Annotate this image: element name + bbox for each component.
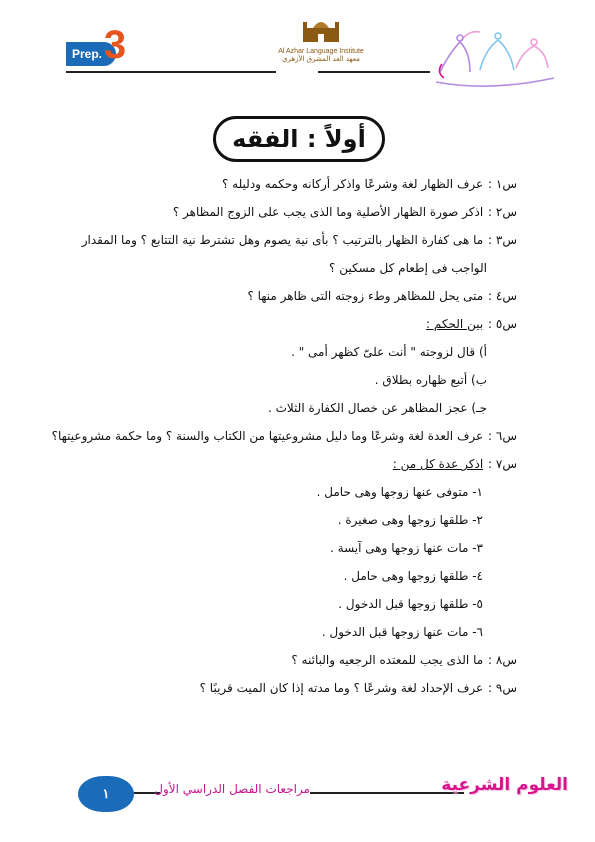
grade-number: 3 xyxy=(103,23,127,67)
sub-item-text: ٢- طلقها زوجها وهى صغيرة . xyxy=(337,513,483,527)
question-1 xyxy=(222,176,517,192)
footer-subtitle: مراجعات الفصل الدراسي الأول xyxy=(154,782,310,796)
question-text: اذكر عدة كل من : xyxy=(392,457,484,471)
sub-item-text: ٥- طلقها زوجها قبل الدخول . xyxy=(338,597,483,611)
question-text: عرف الظهار لغة وشرعًا واذكر أركانه وحكمه ودليله ؟ xyxy=(221,177,484,191)
question-3 xyxy=(82,232,517,248)
question-7-item-4 xyxy=(344,568,483,584)
page-number: ١ xyxy=(102,786,110,801)
question-2 xyxy=(173,204,517,220)
question-7-item-6 xyxy=(322,624,483,640)
question-number: س٨ : xyxy=(488,653,517,667)
question-text: ما الذى يجب للمعتده الرجعيه والبائنه ؟ xyxy=(291,653,484,667)
question-text: عرف الإحداد لغة وشرعًا ؟ وما مدته إذا كان الميت قريبًا ؟ xyxy=(199,681,484,695)
sub-item-text: ٣- مات عنها زوجها وهى آيسة . xyxy=(330,541,483,555)
sub-item-text: ١- متوفى عنها زوجها وهى حامل . xyxy=(316,485,483,499)
section-title: أولاً : الفقه xyxy=(213,116,385,162)
question-number: س٦ : xyxy=(488,429,517,443)
question-number: س١ : xyxy=(488,177,517,191)
sub-item-text: ب) أتبع ظهاره بطلاق . xyxy=(374,373,487,387)
prep-label: Prep. xyxy=(72,47,103,61)
question-5 xyxy=(426,316,517,332)
question-number: س٣ : xyxy=(488,233,517,247)
logo-name-ar: معهد الغد المشرق الأزهري xyxy=(282,55,360,63)
question-number: س٧ : xyxy=(488,457,517,471)
question-number: س٢ : xyxy=(488,205,517,219)
question-5-item-c xyxy=(268,400,487,416)
footer-subject: العلوم الشرعية xyxy=(441,775,568,795)
sub-item-text: ٦- مات عنها زوجها قبل الدخول . xyxy=(321,625,483,639)
question-4 xyxy=(247,288,517,304)
question-number: س٩ : xyxy=(488,681,517,695)
domes-ornament-icon xyxy=(430,12,560,92)
question-7-item-1 xyxy=(317,484,483,500)
header-divider-right xyxy=(318,71,430,73)
question-5-item-b xyxy=(375,372,487,388)
question-7 xyxy=(393,456,517,472)
sub-item-text: ٤- طلقها زوجها وهى حامل . xyxy=(343,569,483,583)
header-divider-left xyxy=(66,71,276,73)
question-3-continuation xyxy=(329,260,487,276)
question-7-item-2 xyxy=(338,512,483,528)
question-9 xyxy=(200,680,517,696)
question-number: س٤ : xyxy=(488,289,517,303)
question-text: عرف العدة لغة وشرعًا وما دليل مشروعيتها من الكتاب والسنة ؟ وما حكمة مشروعيتها؟ xyxy=(51,429,484,443)
question-6 xyxy=(52,428,517,444)
sub-item-text: أ) قال لزوجته " أنت علىّ كظهر أمى " . xyxy=(291,345,487,359)
question-7-item-3 xyxy=(330,540,483,556)
question-text: متى يحل للمظاهر وطء زوجته التى ظاهر منها ؟ xyxy=(247,289,484,303)
question-text: ما هى كفارة الظهار بالترتيب ؟ بأى نية يصوم وهل تشترط نية التتابع ؟ وما المقدار xyxy=(81,233,484,247)
sub-item-text: جـ) عجز المظاهر عن خصال الكفارة الثلاث . xyxy=(267,401,487,415)
question-5-item-a xyxy=(291,344,487,360)
question-7-item-5 xyxy=(338,596,483,612)
question-text: اذكر صورة الظهار الأصلية وما الذى يجب على الزوج المظاهر ؟ xyxy=(172,205,484,219)
question-number: س٥ : xyxy=(488,317,517,331)
mosque-logo-icon xyxy=(301,16,341,44)
institute-logo xyxy=(276,16,366,70)
logo-name-en: Al Azhar Language Institute xyxy=(278,48,364,55)
question-8 xyxy=(291,652,517,668)
question-text: الواجب فى إطعام كل مسكين ؟ xyxy=(329,261,487,275)
question-text: بين الحكم : xyxy=(426,317,484,331)
